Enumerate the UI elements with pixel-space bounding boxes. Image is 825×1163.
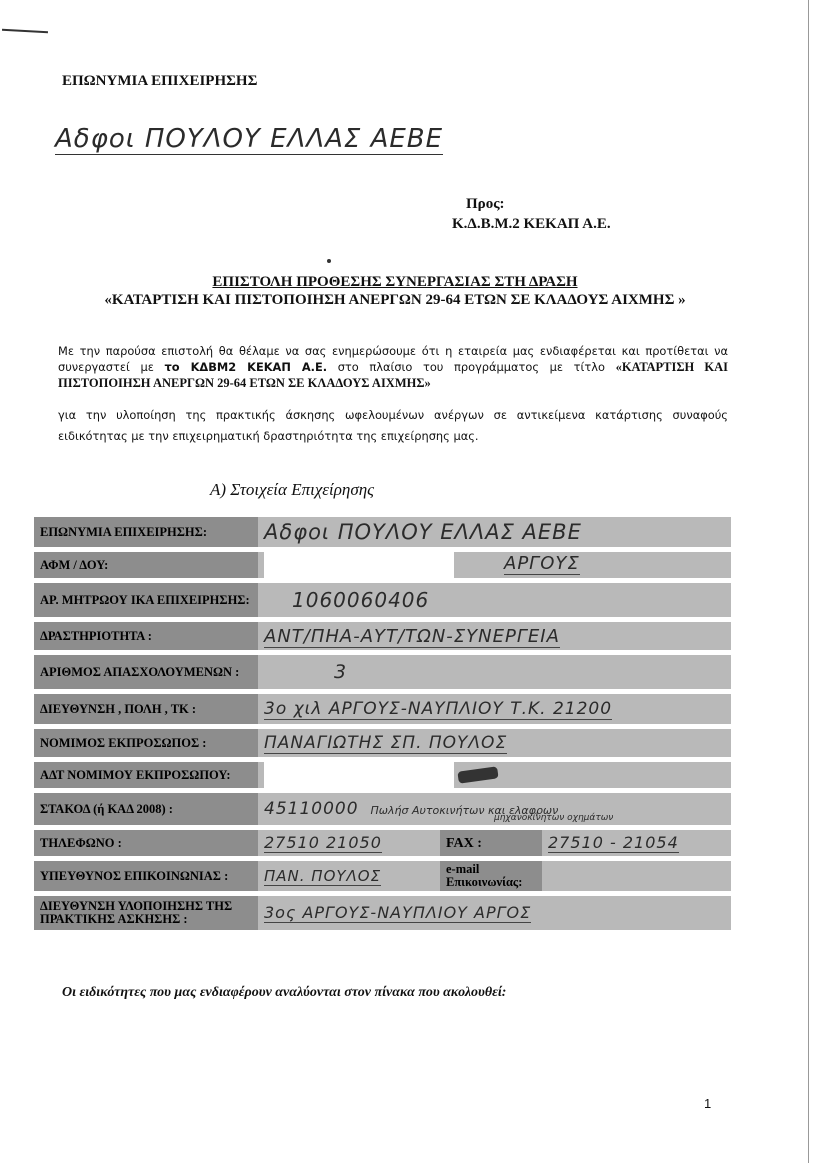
pen-mark	[2, 29, 48, 33]
intro-bold-org: το ΚΔΒΜ2 ΚΕΚΑΠ Α.Ε.	[164, 360, 328, 374]
label-email-line2: Επικοινωνίας:	[446, 875, 523, 889]
label-company: ΕΠΩΝΥΜΙΑ ΕΠΙΧΕΙΡΗΣΗΣ:	[34, 517, 258, 547]
label-ika: ΑΡ. ΜΗΤΡΩΟΥ ΙΚΑ ΕΠΙΧΕΙΡΗΣΗΣ:	[34, 583, 258, 617]
value-employees: 3	[334, 661, 348, 683]
form-row-stakod	[34, 793, 731, 825]
label-afm: ΑΦΜ / ΔΟΥ:	[34, 552, 258, 578]
letter-title-line1: ΕΠΙΣΤΟΛΗ ΠΡΟΘΕΣΗΣ ΣΥΝΕΡΓΑΣΙΑΣ ΣΤΗ ΔΡΑΣΗ	[212, 274, 578, 290]
form-row-employees	[34, 655, 731, 689]
recipient-name: Κ.Δ.Β.Μ.2 ΚΕΚΑΠ Α.Ε.	[452, 216, 611, 232]
value-stakod-desc2: μηχανοκίνητων οχημάτων	[494, 813, 614, 823]
value-ika: 1060060406	[292, 588, 430, 612]
value-stakod: 45110000	[264, 799, 359, 819]
field-adt[interactable]	[258, 762, 731, 788]
form-row-afm	[34, 552, 731, 578]
redaction-scribble	[457, 766, 498, 783]
label-implementation: ΔΙΕΥΘΥΝΣΗ ΥΛΟΠΟΙΗΣΗΣ ΤΗΣ ΠΡΑΚΤΙΚΗΣ ΑΣΚΗΣΗΣ :	[34, 896, 258, 930]
value-company: Αδφοι ΠΟΥΛΟΥ ΕΛΛΑΣ ΑΕΒΕ	[264, 520, 582, 544]
intro-text-1: Με την παρούσα επιστολή θα θέλαμε να σας ενημερώσουμε ότι η εταιρεία μας ενδιαφέρεται και προτίθεται να συνεργαστεί με	[58, 344, 728, 374]
field-company[interactable]	[258, 517, 731, 547]
label-employees: ΑΡΙΘΜΟΣ ΑΠΑΣΧΟΛΟΥΜΕΝΩΝ :	[34, 655, 258, 689]
value-implementation: 3ος ΑΡΓΟΥΣ-ΝΑΥΠΛΙΟΥ ΑΡΓΟΣ	[264, 903, 532, 922]
value-phone: 27510 21050	[264, 833, 382, 852]
footer-note: Οι ειδικότητες που μας ενδιαφέρουν αναλύονται στον πίνακα που ακολουθεί:	[62, 985, 507, 1000]
letter-title-line2: «ΚΑΤΑΡΤΙΣΗ ΚΑΙ ΠΙΣΤΟΠΟΙΗΣΗ ΑΝΕΡΓΩΝ 29-64 ΕΤΩΝ ΣΕ ΚΛΑΔΟΥΣ ΑΙΧΜΗΣ »	[104, 292, 686, 308]
purpose-paragraph: για την υλοποίηση της πρακτικής άσκησης ωφελουμένων ανέργων σε αντικείμενα κατάρτισης συναφούς ειδικότητας με την επιχειρηματική δραστηριότητα της επιχείρησης μας.	[58, 408, 728, 443]
value-fax: 27510 - 21054	[548, 833, 679, 852]
field-afm[interactable]	[258, 552, 731, 578]
label-stakod: ΣΤΑΚΟΔ (ή ΚΑΔ 2008) :	[34, 793, 258, 825]
label-contact: ΥΠΕΥΘΥΝΟΣ ΕΠΙΚΟΙΝΩΝΙΑΣ :	[34, 861, 258, 891]
field-activity[interactable]	[258, 622, 731, 650]
field-rep[interactable]	[258, 729, 731, 757]
section-a-heading	[210, 480, 374, 500]
form-row-adt	[34, 762, 731, 788]
label-phone: ΤΗΛΕΦΩΝΟ :	[34, 830, 258, 856]
intro-paragraph	[58, 343, 728, 391]
company-handwritten-name: Αδφοι ΠΟΥΛΟΥ ΕΛΛΑΣ ΑΕΒΕ	[55, 124, 444, 154]
field-phone[interactable]	[258, 830, 440, 856]
company-heading: ΕΠΩΝΥΜΙΑ ΕΠΙΧΕΙΡΗΣΗΣ	[62, 73, 258, 89]
label-rep: ΝΟΜΙΜΟΣ ΕΚΠΡΟΣΩΠΟΣ :	[34, 729, 258, 757]
company-details-form	[34, 512, 731, 935]
label-address: ΔΙΕΥΘΥΝΣΗ , ΠΟΛΗ , ΤΚ :	[34, 694, 258, 724]
section-a-text: Α) Στοιχεία Επιχείρησης	[210, 480, 375, 499]
label-activity: ΔΡΑΣΤΗΡΙΟΤΗΤΑ :	[34, 622, 258, 650]
form-row-contact	[34, 861, 731, 891]
form-row-activity	[34, 622, 731, 650]
value-rep: ΠΑΝΑΓΙΩΤΗΣ ΣΠ. ΠΟΥΛΟΣ	[264, 733, 508, 753]
page-edge-line	[808, 0, 809, 1163]
recipient-to-label: Προς:	[466, 196, 505, 212]
label-fax: FAX :	[440, 830, 542, 856]
field-implementation[interactable]	[258, 896, 731, 930]
form-row-address	[34, 694, 731, 724]
form-row-company	[34, 517, 731, 547]
field-address[interactable]	[258, 694, 731, 724]
intro-bold-program: «ΚΑΤΑΡΤΙΣΗ ΚΑΙ ΠΙΣΤΟΠΟΙΗΣΗ ΑΝΕΡΓΩΝ 29-64 ΕΤΩΝ ΣΕ ΚΛΑΔΟΥΣ ΑΙΧΜΗΣ»	[58, 360, 728, 390]
field-contact[interactable]	[258, 861, 440, 891]
field-ika[interactable]	[258, 583, 731, 617]
value-contact: ΠΑΝ. ΠΟΥΛΟΣ	[264, 866, 382, 885]
redacted-afm	[264, 552, 454, 578]
value-address: 3ο χιλ ΑΡΓΟΥΣ-ΝΑΥΠΛΙΟΥ Τ.Κ. 21200	[264, 699, 613, 719]
value-activity: ΑΝΤ/ΠΗΑ-ΑΥΤ/ΤΩΝ-ΣΥΝΕΡΓΕΙΑ	[264, 625, 560, 647]
value-stakod-desc: Πωλήσ Αυτοκινήτων και ελαφρων	[370, 804, 559, 817]
field-employees[interactable]	[258, 655, 731, 689]
label-email	[440, 861, 542, 891]
stray-dot	[327, 259, 331, 263]
form-row-phone	[34, 830, 731, 856]
page-number: 1	[704, 1096, 712, 1111]
field-email[interactable]	[542, 861, 731, 891]
field-fax[interactable]	[542, 830, 731, 856]
field-stakod[interactable]	[258, 793, 731, 825]
form-row-implementation	[34, 896, 731, 930]
label-adt: ΑΔΤ ΝΟΜΙΜΟΥ ΕΚΠΡΟΣΩΠΟΥ:	[34, 762, 258, 788]
intro-text-2: στο πλαίσιο του προγράμματος με τίτλο	[327, 360, 616, 374]
redacted-adt	[264, 762, 454, 788]
label-email-line1: e-mail	[446, 862, 480, 876]
form-row-rep	[34, 729, 731, 757]
value-doy: ΑΡΓΟΥΣ	[504, 552, 580, 574]
form-row-ika	[34, 583, 731, 617]
